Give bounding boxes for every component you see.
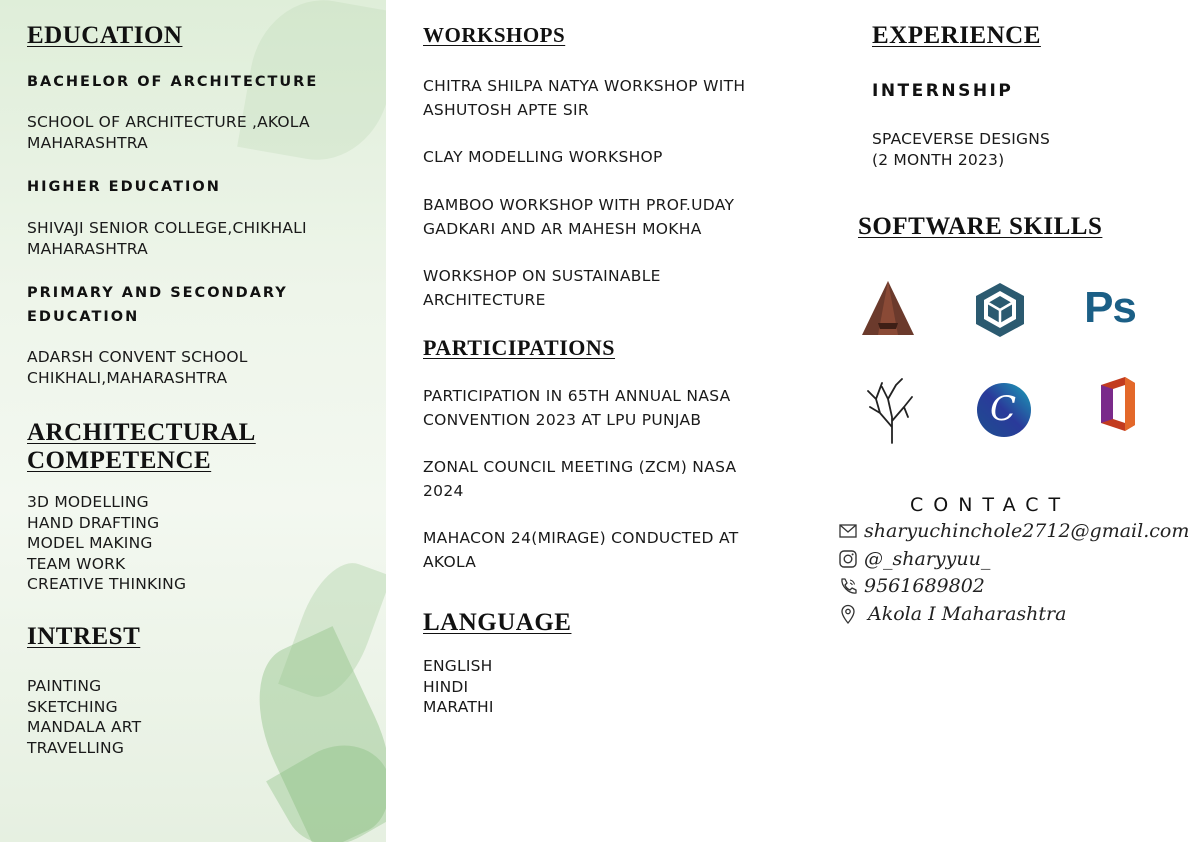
sketchup-icon	[970, 280, 1030, 340]
participation-item	[423, 455, 736, 503]
language-item: HINDI	[423, 677, 469, 696]
photoshop-icon	[1080, 278, 1140, 338]
office-icon	[1086, 374, 1146, 434]
contact-location	[838, 603, 1066, 625]
degree-line: ADARSH CONVENT SCHOOL	[27, 348, 248, 366]
degree-line: CHIKHALI,MAHARASHTRA	[27, 368, 228, 387]
workshop-item	[423, 264, 661, 312]
degree-title	[27, 281, 288, 329]
canva-icon	[974, 380, 1034, 440]
degree-detail	[27, 218, 307, 259]
location-text: Akola I Maharashtra	[868, 603, 1067, 625]
degree-title-line: PRIMARY AND SECONDARY	[27, 285, 288, 301]
experience-heading: EXPERIENCE	[872, 22, 1041, 49]
workshop-item	[423, 74, 745, 122]
contact-email[interactable]	[838, 520, 1189, 542]
degree-line: MAHARASHTRA	[27, 133, 148, 152]
language-list	[423, 656, 494, 718]
workshop-line: BAMBOO WORKSHOP WITH PROF.UDAY	[423, 196, 735, 214]
competence-heading-line: ARCHITECTURAL	[27, 419, 256, 446]
competence-heading-line: COMPETENCE	[27, 447, 212, 474]
competence-item: CREATIVE THINKING	[27, 575, 187, 593]
workshop-line: ARCHITECTURE	[423, 291, 546, 309]
competence-list	[27, 492, 186, 595]
language-heading: LANGUAGE	[423, 609, 572, 636]
lumion-tree-icon	[860, 376, 920, 446]
language-item: ENGLISH	[423, 657, 493, 675]
workshop-line: CHITRA SHILPA NATYA WORKSHOP WITH	[423, 77, 746, 95]
instagram-handle[interactable]: @_sharyyuu_	[864, 548, 991, 570]
participation-line: AKOLA	[423, 553, 477, 571]
phone-icon	[838, 576, 858, 596]
instagram-icon	[838, 549, 858, 569]
participation-line: ZONAL COUNCIL MEETING (ZCM) NASA	[423, 458, 737, 476]
workshop-line: CLAY MODELLING WORKSHOP	[423, 148, 663, 166]
workshop-line: GADKARI AND AR MAHESH MOKHA	[423, 220, 702, 238]
internship-detail	[872, 129, 1050, 170]
degree-detail	[27, 112, 310, 153]
location-pin-icon	[838, 604, 858, 624]
interest-list	[27, 676, 141, 758]
internship-subheading: INTERNSHIP	[872, 81, 1014, 101]
workshops-heading: WORKSHOPS	[423, 23, 566, 47]
competence-item: TEAM WORK	[27, 554, 126, 573]
workshop-line: WORKSHOP ON SUSTAINABLE	[423, 267, 661, 285]
participations-heading: PARTICIPATIONS	[423, 335, 616, 360]
language-item: MARATHI	[423, 698, 494, 716]
software-heading: SOFTWARE SKILLS	[858, 213, 1103, 240]
email-text[interactable]: sharyuchinchole2712@gmail.com	[864, 520, 1190, 542]
workshop-line: ASHUTOSH APTE SIR	[423, 101, 589, 119]
autocad-icon	[858, 278, 918, 338]
interest-item: TRAVELLING	[27, 738, 125, 757]
leaf-decoration	[278, 552, 386, 707]
degree-title: BACHELOR OF ARCHITECTURE	[27, 74, 319, 90]
degree-title: HIGHER EDUCATION	[27, 179, 221, 195]
interest-item: PAINTING	[27, 677, 102, 695]
phone-number[interactable]: 9561689802	[864, 575, 985, 597]
contact-instagram[interactable]	[838, 548, 990, 570]
participation-line: MAHACON 24(MIRAGE) CONDUCTED AT	[423, 529, 739, 547]
workshop-item	[423, 145, 663, 169]
degree-line: MAHARASHTRA	[27, 239, 148, 258]
competence-heading	[27, 419, 256, 475]
degree-line: SHIVAJI SENIOR COLLEGE,CHIKHALI	[27, 219, 307, 237]
competence-item: MODEL MAKING	[27, 534, 153, 552]
participation-item	[423, 526, 739, 574]
participation-item	[423, 384, 731, 432]
workshop-item	[423, 193, 734, 241]
canva-letter: C	[989, 389, 1016, 429]
education-heading: EDUCATION	[27, 22, 183, 49]
internship-line: (2 MONTH 2023)	[872, 150, 1005, 169]
interest-item: MANDALA ART	[27, 718, 142, 736]
interest-heading: INTREST	[27, 623, 141, 650]
degree-detail	[27, 347, 248, 388]
degree-line: SCHOOL OF ARCHITECTURE ,AKOLA	[27, 113, 310, 131]
contact-phone[interactable]	[838, 575, 985, 597]
participation-line: CONVENTION 2023 AT LPU PUNJAB	[423, 411, 702, 429]
interest-item: SKETCHING	[27, 697, 118, 716]
photoshop-label: Ps	[1084, 283, 1136, 332]
mail-icon	[838, 521, 858, 541]
internship-line: SPACEVERSE DESIGNS	[872, 130, 1051, 148]
competence-item: 3D MODELLING	[27, 493, 149, 511]
participation-line: 2024	[423, 482, 464, 500]
competence-item: HAND DRAFTING	[27, 513, 160, 532]
contact-heading: CONTACT	[910, 494, 1071, 516]
degree-title-line: EDUCATION	[27, 309, 140, 325]
participation-line: PARTICIPATION IN 65TH ANNUAL NASA	[423, 387, 731, 405]
